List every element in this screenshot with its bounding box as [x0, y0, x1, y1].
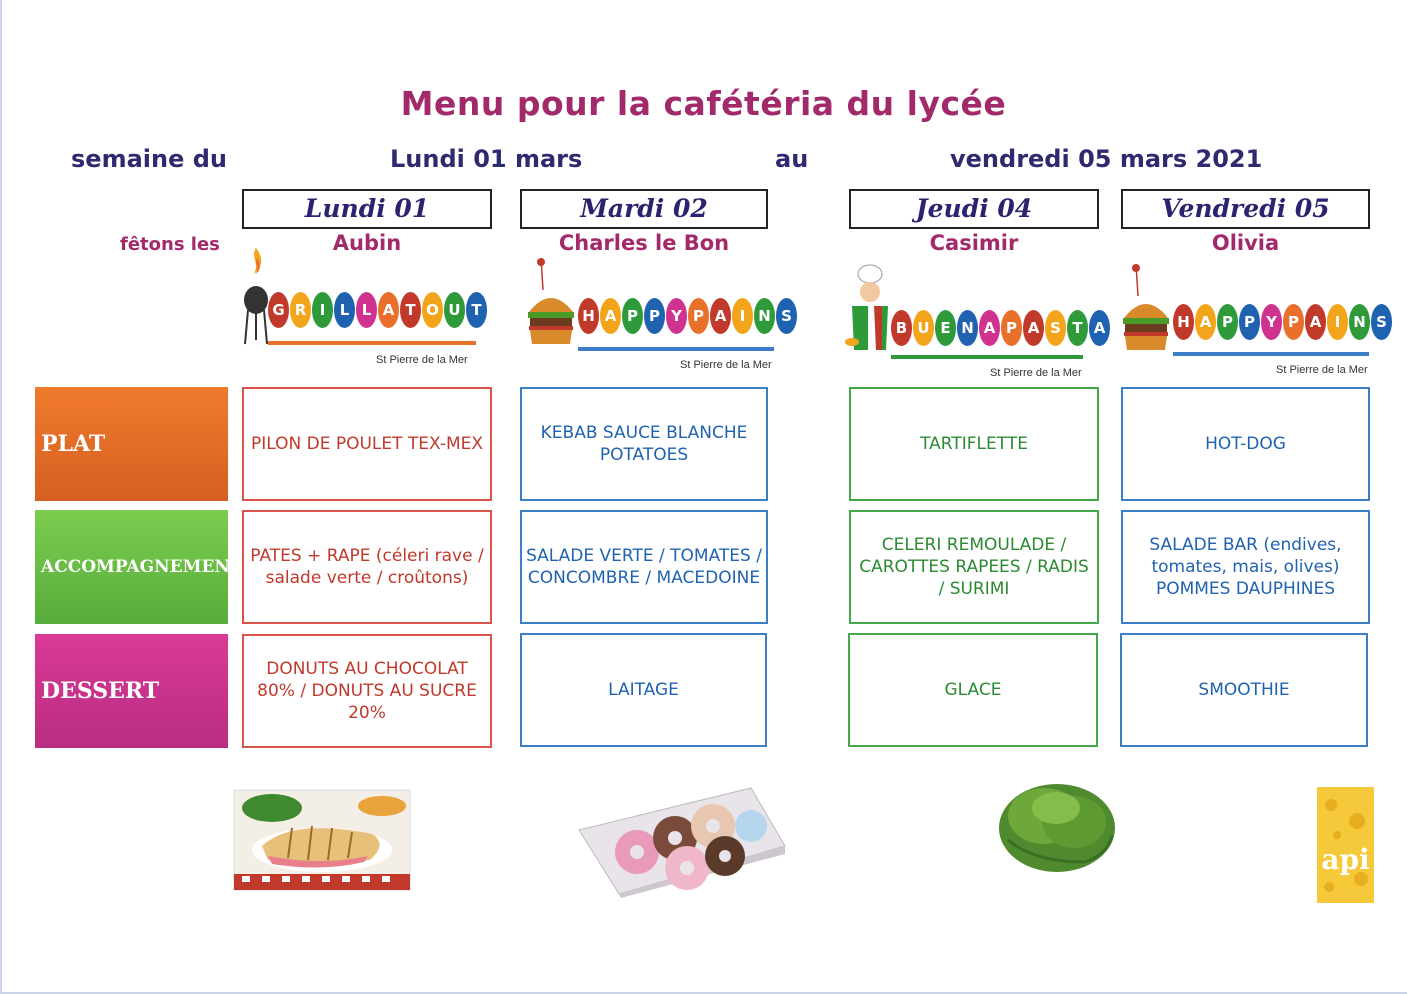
happypains-underline-2: [1173, 352, 1369, 356]
api-logo: [1317, 787, 1374, 903]
category-dessert: DESSERT: [35, 634, 228, 748]
donuts-photo: [575, 782, 789, 898]
logo-letter: E: [935, 310, 956, 346]
logo-letter: S: [776, 298, 797, 334]
lettuce-photo: [994, 770, 1120, 878]
logo-letter: P: [1239, 304, 1260, 340]
logo-letter: P: [622, 298, 643, 334]
logo-letter: A: [1089, 310, 1110, 346]
logo-letter: I: [1327, 304, 1348, 340]
happypains-wordmark-1: [578, 298, 798, 334]
week-start: Lundi 01 mars: [390, 145, 583, 173]
logo-letter: Y: [666, 298, 687, 334]
logo-letter: G: [268, 292, 289, 328]
buenapasta-location: St Pierre de la Mer: [990, 367, 1082, 379]
logo-letter: U: [913, 310, 934, 346]
logo-letter: S: [1371, 304, 1392, 340]
logo-letter: I: [732, 298, 753, 334]
grillatout-location: St Pierre de la Mer: [376, 354, 468, 366]
day-header-mardi: Mardi 02: [520, 189, 768, 229]
logo-letter: O: [422, 292, 443, 328]
api-brand-text: api: [1321, 843, 1370, 876]
dessert-lundi: DONUTS AU CHOCOLAT 80% / DONUTS AU SUCRE 20%: [242, 634, 492, 748]
happypains-wordmark-2: [1173, 304, 1393, 340]
dessert-jeudi: GLACE: [848, 633, 1098, 747]
logo-letter: I: [312, 292, 333, 328]
dessert-mardi: LAITAGE: [520, 633, 767, 747]
saints-label: fêtons les: [120, 234, 220, 255]
dessert-vendredi: SMOOTHIE: [1120, 633, 1368, 747]
day-header-lundi: Lundi 01: [242, 189, 492, 229]
buenapasta-wordmark: [891, 310, 1111, 346]
burger-icon: [1122, 262, 1170, 354]
logo-letter: L: [334, 292, 355, 328]
grillatout-wordmark: [268, 292, 488, 328]
logo-letter: P: [1283, 304, 1304, 340]
accompagnement-jeudi: CELERI REMOULADE / CAROTTES RAPEES / RADIS / SURIMI: [849, 510, 1099, 624]
saint-jeudi: Casimir: [929, 231, 1019, 255]
plat-lundi: PILON DE POULET TEX-MEX: [242, 387, 492, 501]
grill-icon: [244, 244, 270, 350]
logo-letter: P: [688, 298, 709, 334]
day-header-jeudi: Jeudi 04: [849, 189, 1099, 229]
accompagnement-mardi: SALADE VERTE / TOMATES / CONCOMBRE / MACEDOINE: [520, 510, 768, 624]
saint-lundi: Aubin: [332, 231, 402, 255]
week-end: vendredi 05 mars 2021: [950, 145, 1263, 173]
happypains-location-2: St Pierre de la Mer: [1276, 364, 1368, 376]
logo-letter: U: [444, 292, 465, 328]
week-middle: au: [775, 145, 809, 173]
burger-icon: [527, 256, 575, 348]
logo-letter: N: [1349, 304, 1370, 340]
page-title: Menu pour la cafétéria du lycée: [400, 84, 1007, 123]
buenapasta-underline: [891, 355, 1083, 359]
logo-letter: B: [891, 310, 912, 346]
logo-letter: A: [1305, 304, 1326, 340]
panini-photo: [232, 788, 412, 892]
logo-letter: R: [290, 292, 311, 328]
logo-letter: A: [600, 298, 621, 334]
logo-letter: A: [1023, 310, 1044, 346]
logo-letter: A: [979, 310, 1000, 346]
logo-letter: H: [1173, 304, 1194, 340]
logo-letter: N: [957, 310, 978, 346]
day-header-vendredi: Vendredi 05: [1121, 189, 1370, 229]
logo-letter: H: [578, 298, 599, 334]
logo-letter: T: [1067, 310, 1088, 346]
saint-vendredi: Olivia: [1211, 231, 1280, 255]
category-accompagnement: ACCOMPAGNEMENT: [35, 510, 228, 624]
plat-mardi: KEBAB SAUCE BLANCHE POTATOES: [520, 387, 768, 501]
logo-letter: P: [1001, 310, 1022, 346]
logo-letter: A: [1195, 304, 1216, 340]
plat-jeudi: TARTIFLETTE: [849, 387, 1099, 501]
accompagnement-vendredi: SALADE BAR (endives, tomates, mais, olives) POMMES DAUPHINES: [1121, 510, 1370, 624]
plat-vendredi: HOT-DOG: [1121, 387, 1370, 501]
logo-letter: L: [356, 292, 377, 328]
saint-mardi: Charles le Bon: [558, 231, 730, 255]
logo-letter: A: [378, 292, 399, 328]
logo-letter: T: [400, 292, 421, 328]
logo-letter: P: [1217, 304, 1238, 340]
logo-letter: T: [466, 292, 487, 328]
happypains-location-1: St Pierre de la Mer: [680, 359, 772, 371]
logo-letter: P: [644, 298, 665, 334]
chef-icon: [844, 262, 890, 354]
week-label: semaine du: [71, 145, 227, 173]
grillatout-underline: [268, 341, 476, 345]
logo-letter: Y: [1261, 304, 1282, 340]
logo-letter: S: [1045, 310, 1066, 346]
happypains-underline-1: [578, 347, 774, 351]
logo-letter: A: [710, 298, 731, 334]
category-plat: PLAT: [35, 387, 228, 501]
accompagnement-lundi: PATES + RAPE (céleri rave / salade verte / croûtons): [242, 510, 492, 624]
logo-letter: N: [754, 298, 775, 334]
